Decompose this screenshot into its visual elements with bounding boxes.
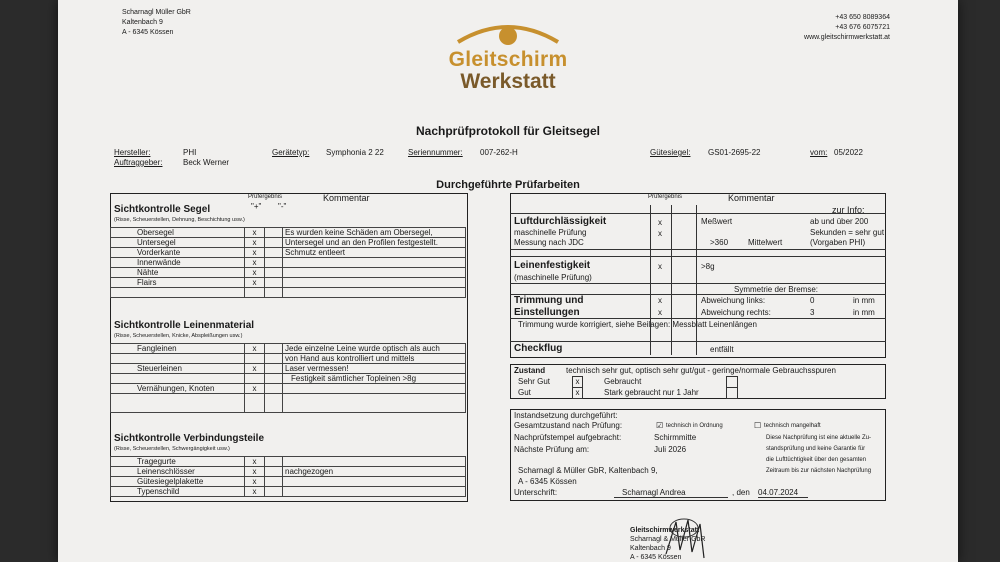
row-mark: x [245, 228, 265, 238]
row-label: Vorderkante [111, 248, 245, 258]
ok-checkbox[interactable]: ☑ [656, 421, 664, 430]
row-mark: x [245, 457, 265, 467]
unterschrift-label: Unterschrift: [514, 488, 558, 497]
luft-ab-ueber: ab und über 200 [810, 217, 869, 226]
zustand-checkbox-1[interactable]: x [572, 376, 583, 388]
abweichung-links-label: Abweichung links: [701, 296, 766, 305]
leinen-section-note: (Risse, Scheuerstellen, Knicke, Abspleißungen usw.) [114, 333, 243, 339]
segel-table [110, 227, 466, 298]
row-label: Flairs [111, 278, 245, 288]
geraetetyp-value: Symphonia 2 22 [326, 148, 384, 157]
geraetetyp-label: Gerätetyp: [272, 148, 310, 157]
row-label: Vernähungen, Knoten [111, 384, 245, 394]
row-comment [283, 477, 466, 487]
row-mark: x [245, 364, 265, 374]
checkflug-value: entfällt [710, 345, 734, 354]
verbind-section-note: (Risse, Scheuerstellen, Schwergängigkeit usw.) [114, 446, 230, 452]
left-plus-header: "+" [251, 202, 262, 211]
luft-wert: >360 [710, 238, 729, 247]
zustand-label: Zustand [514, 366, 546, 375]
row-mark: x [245, 268, 265, 278]
logo-line-1: Gleitschirm [448, 48, 568, 71]
row-mark: x [245, 248, 265, 258]
row-label: Untersegel [111, 238, 245, 248]
naechste-value: Juli 2026 [654, 445, 687, 454]
segel-section-title: Sichtkontrolle Segel [114, 204, 211, 215]
table-row [111, 228, 466, 238]
row-mark: x [245, 477, 265, 487]
row-comment: Es wurden keine Schäden am Obersegel, [283, 228, 466, 238]
row-comment: Laser vermessen! [283, 364, 466, 374]
company-contact [804, 13, 890, 43]
luft-sekunden: Sekunden = sehr gut [810, 228, 885, 237]
phone-2: +43 676 6075721 [835, 24, 890, 31]
trimmung-title-2: Einstellungen [514, 307, 580, 318]
zustand-sehr-gut: Sehr Gut [518, 377, 551, 386]
row-label: Nähte [111, 268, 245, 278]
protocol-sheet [58, 0, 958, 562]
gesamtzustand-label: Gesamtzustand nach Prüfung: [514, 421, 623, 430]
row-label [111, 354, 245, 364]
company-stamp: Gleitschirmwerkstatt Scharnagl & Müller GbR Kaltenbach 9 A - 6345 Kössen [630, 527, 706, 561]
row-label: Typenschild [111, 487, 245, 497]
luft-mittelwert: Mittelwert [748, 238, 783, 247]
leinen-section-title: Sichtkontrolle Leinenmaterial [114, 320, 255, 331]
company-address [122, 8, 191, 38]
table-row [111, 487, 466, 497]
row-mark [245, 374, 265, 384]
zustand-gebraucht: Gebraucht [604, 377, 642, 386]
disclaimer: Diese Nachprüfung ist eine aktuelle Zu- standsprüfung und keine Garantie für die Lufttüchtigkeit über den gesamten Zeitraum bis zur nächsten Nachprüfung [766, 435, 872, 474]
left-minus-header: "-" [278, 202, 287, 211]
left-pruefergebnis-label: Prüfergebnis [248, 194, 283, 200]
row-mark: x [245, 467, 265, 477]
table-row [111, 364, 466, 374]
zustand-checkbox-4[interactable] [726, 387, 738, 399]
abweichung-rechts-unit: in mm [853, 308, 875, 317]
signature-icon [658, 514, 718, 562]
festigkeit-sub: (maschinelle Prüfung) [514, 273, 592, 282]
trimmung-title-1: Trimmung und [514, 295, 584, 306]
abweichung-rechts-value: 3 [810, 308, 815, 317]
row-comment [283, 268, 466, 278]
left-kommentar-header: Kommentar [323, 193, 370, 203]
seriennummer-value: 007-262-H [480, 148, 518, 157]
table-row [111, 278, 466, 288]
right-kommentar-header: Kommentar [728, 193, 775, 203]
luft-line-3: Messung nach JDC [514, 238, 584, 247]
auftraggeber-label: Auftraggeber: [114, 158, 163, 167]
instand-address-1: Scharnagl & Müller GbR, Kaltenbach 9, [518, 466, 658, 475]
row-mark [245, 354, 265, 364]
seriennummer-label: Seriennummer: [408, 148, 463, 157]
phone-1: +43 650 8089364 [835, 14, 890, 21]
table-row [111, 288, 466, 298]
instand-address-2: A - 6345 Kössen [518, 477, 577, 486]
hersteller-label: Hersteller: [114, 148, 151, 157]
table-row [111, 394, 466, 413]
right-pruefergebnis-label: Prüfergebnis [648, 194, 683, 200]
paraglider-arc-icon [428, 14, 588, 50]
row-comment: Jede einzelne Leine wurde optisch als auch [283, 344, 466, 354]
row-mark: x [245, 487, 265, 497]
row-mark: x [245, 384, 265, 394]
verbind-section-title: Sichtkontrolle Verbindungsteile [114, 433, 265, 444]
table-row [111, 258, 466, 268]
luft-mark: x [658, 218, 662, 227]
website: www.gleitschirmwerkstatt.at [804, 34, 890, 41]
symmetrie-label: Symmetrie der Bremse: [734, 285, 819, 294]
stempel-value: Schirmmitte [654, 433, 697, 442]
row-comment [283, 487, 466, 497]
table-row [111, 248, 466, 258]
auftraggeber-value: Beck Werner [183, 158, 230, 167]
section-subtitle: Durchgeführte Prüfarbeiten [436, 179, 580, 191]
table-row [111, 238, 466, 248]
vom-value: 05/2022 [834, 148, 863, 157]
row-comment [283, 278, 466, 288]
row-label: Obersegel [111, 228, 245, 238]
unterschrift-name: Scharnagl Andrea [622, 488, 686, 497]
trimmung-note: Trimmung wurde korrigiert, siehe Beilagen: Messblatt Leinenlängen [518, 320, 757, 329]
trimmung-mark-1: x [658, 296, 662, 305]
abweichung-links-unit: in mm [853, 296, 875, 305]
guetesiegel-label: Gütesiegel: [650, 148, 691, 157]
table-row [111, 457, 466, 467]
den-label: , den [732, 488, 750, 497]
abweichung-links-value: 0 [810, 296, 815, 305]
document-title: Nachprüfprotokoll für Gleitsegel [415, 124, 601, 138]
table-row [111, 344, 466, 354]
checkflug-title: Checkflug [514, 343, 563, 354]
company-city: A - 6345 Kössen [122, 29, 174, 36]
luft-mark-2: x [658, 229, 662, 238]
luft-messwert-label: Meßwert [701, 217, 733, 226]
instand-title: Instandsetzung durchgeführt: [514, 411, 618, 420]
row-comment [283, 457, 466, 467]
mangel-label: technisch mangelhaft [764, 423, 821, 429]
row-comment: von Hand aus kontrolliert und mittels [283, 354, 466, 364]
table-row [111, 374, 466, 384]
luft-line-2: maschinelle Prüfung [514, 228, 587, 237]
row-comment: Schmutz entleert [283, 248, 466, 258]
row-label: Gütesiegelplakette [111, 477, 245, 487]
row-mark: x [245, 258, 265, 268]
row-label: Leinenschlösser [111, 467, 245, 477]
row-label: Tragegurte [111, 457, 245, 467]
naechste-label: Nächste Prüfung am: [514, 445, 590, 454]
row-comment [283, 258, 466, 268]
table-row [111, 384, 466, 394]
row-comment [283, 384, 466, 394]
table-row [111, 268, 466, 278]
festigkeit-title: Leinenfestigkeit [514, 260, 591, 271]
company-name: Scharnagl Müller GbR [122, 9, 191, 16]
row-label [111, 374, 245, 384]
segel-section-note: (Risse, Scheuerstellen, Dehnung, Beschichtung usw.) [114, 217, 245, 223]
zustand-stark: Stark gebraucht nur 1 Jahr [604, 388, 699, 397]
row-label: Innenwände [111, 258, 245, 268]
guetesiegel-value: GS01-2695-22 [708, 148, 761, 157]
row-mark: x [245, 278, 265, 288]
row-mark: x [245, 238, 265, 248]
abweichung-rechts-label: Abweichung rechts: [701, 308, 771, 317]
row-label: Steuerleinen [111, 364, 245, 374]
zustand-gut: Gut [518, 388, 531, 397]
ok-label: technisch in Ordnung [666, 423, 723, 429]
luft-title: Luftdurchlässigkeit [514, 216, 607, 227]
verbind-table [110, 456, 466, 497]
leinen-table [110, 343, 466, 413]
luft-vorgaben: (Vorgaben PHI) [810, 238, 866, 247]
mangel-checkbox[interactable]: ☐ [754, 421, 762, 430]
row-comment: Festigkeit sämtlicher Topleinen >8g [283, 374, 466, 384]
zustand-text: technisch sehr gut, optisch sehr gut/gut - geringe/normale Gebrauchsspuren [566, 366, 836, 375]
row-mark: x [245, 344, 265, 354]
table-row [111, 477, 466, 487]
trimmung-mark-2: x [658, 308, 662, 317]
row-label: Fangleinen [111, 344, 245, 354]
vom-label: vom: [810, 148, 828, 157]
unterschrift-datum: 04.07.2024 [758, 488, 799, 497]
logo [428, 14, 588, 96]
festigkeit-mark: x [658, 262, 662, 271]
logo-line-2: Werkstatt [460, 70, 556, 93]
hersteller-value: PHI [183, 148, 197, 157]
zur-info-label: zur Info: [832, 205, 865, 215]
table-row [111, 354, 466, 364]
zustand-checkbox-2[interactable]: x [572, 387, 583, 399]
table-row [111, 467, 466, 477]
row-comment: nachgezogen [283, 467, 466, 477]
stempel-label: Nachprüfstempel aufgebracht: [514, 433, 622, 442]
festigkeit-comment: >8g [701, 262, 715, 271]
row-comment: Untersegel und an den Profilen festgestellt. [283, 238, 466, 248]
company-street: Kaltenbach 9 [122, 19, 163, 26]
